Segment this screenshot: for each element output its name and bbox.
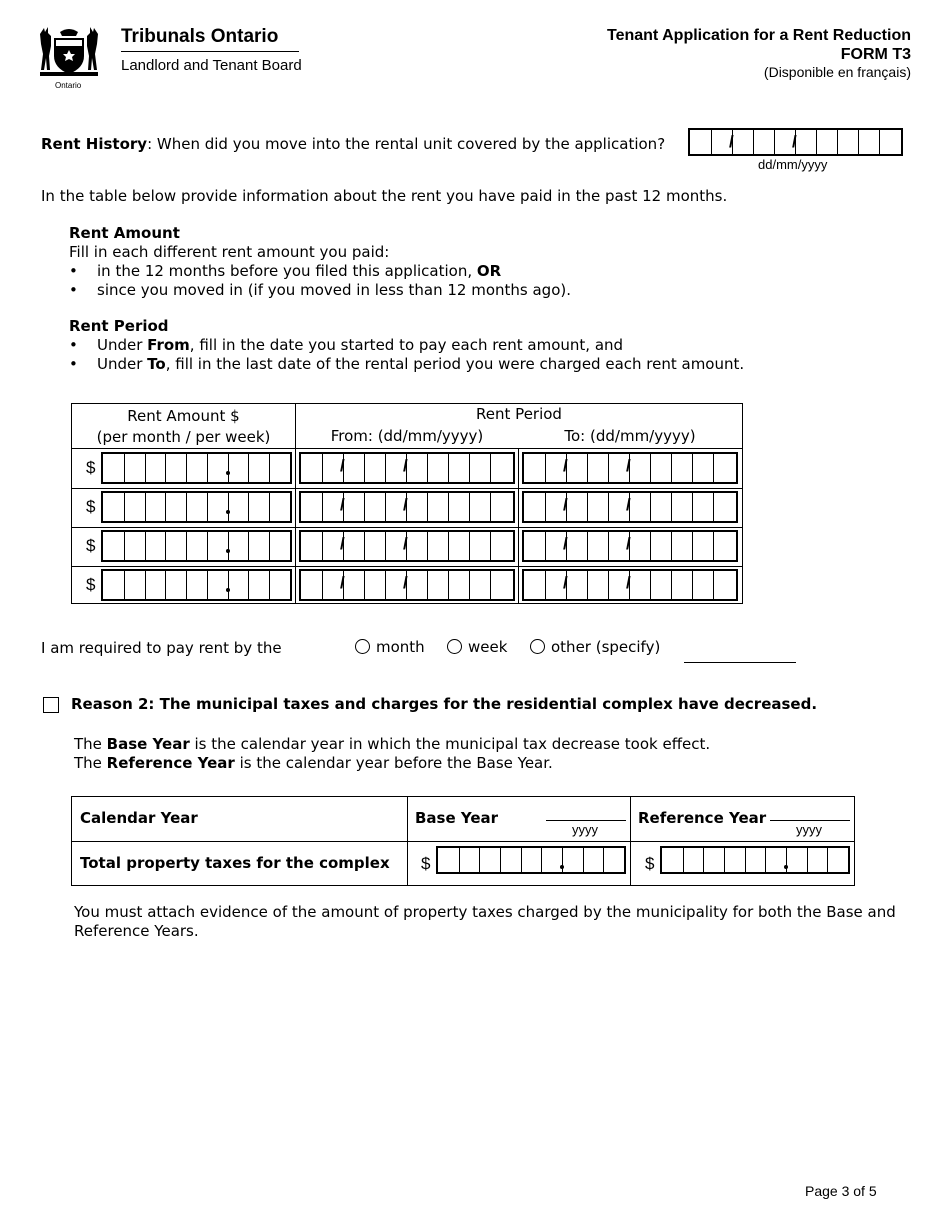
reference-year-label: Reference Year — [638, 809, 767, 827]
rent-period-to-input[interactable] — [522, 530, 738, 562]
rent-amount-currency: $ — [86, 497, 96, 516]
rent-period-bullet-2: • Under To, fill in the last date of the rental period you were charged each rent amount. — [69, 355, 745, 373]
rent-period-to-input[interactable] — [522, 452, 738, 484]
rent-amount-currency: $ — [86, 536, 96, 555]
rent-amount-column-header: Rent Amount $ (per month / per week) — [96, 407, 271, 446]
from-column-header: From: (dd/mm/yyyy) — [330, 427, 484, 445]
move-in-date-input[interactable] — [688, 128, 903, 156]
french-note: (Disponible en français) — [763, 64, 911, 80]
rent-amount-line: Fill in each different rent amount you paid: — [69, 243, 390, 261]
rent-period-bullet-1: • Under From, fill in the date you started to pay each rent amount, and — [69, 336, 624, 354]
ontario-logo-caption: Ontario — [55, 81, 82, 90]
year-definitions — [74, 735, 710, 773]
base-year-definition: The Base Year is the calendar year in which the municipal tax decrease took effect. — [74, 735, 711, 753]
rent-period-to-input[interactable] — [522, 491, 738, 523]
other-radio[interactable] — [530, 639, 545, 654]
rent-amount-currency: $ — [86, 458, 96, 477]
form-number: FORM T3 — [840, 46, 911, 63]
rent-table — [71, 403, 743, 604]
base-year-currency: $ — [421, 854, 431, 873]
page-number: Page 3 of 5 — [805, 1183, 877, 1199]
rent-period-heading: Rent Period — [69, 317, 169, 335]
pay-by-other-option[interactable]: other (specify) — [530, 638, 660, 656]
rent-amount-heading: Rent Amount — [69, 224, 180, 242]
org-divider — [121, 51, 299, 52]
reference-year-definition: The Reference Year is the calendar year before the Base Year. — [74, 754, 553, 772]
rent-history-label: Rent History — [41, 135, 148, 153]
reference-year-currency: $ — [645, 854, 655, 873]
rent-amount-instructions — [69, 224, 571, 300]
pay-by-month-option[interactable]: month — [355, 638, 425, 656]
rent-history-text: : When did you move into the rental unit covered by the application? — [147, 135, 666, 153]
rent-period-from-input[interactable] — [299, 491, 515, 523]
base-year-input[interactable] — [546, 820, 626, 821]
reference-year-taxes-input[interactable] — [660, 846, 850, 874]
reason-2-checkbox[interactable] — [43, 697, 59, 713]
base-year-format: yyyy — [572, 822, 598, 837]
form-title: Tenant Application for a Rent Reduction — [607, 27, 911, 44]
base-year-taxes-input[interactable] — [436, 846, 626, 874]
evidence-note: You must attach evidence of the amount of property taxes charged by the municipality for both the Base and Reference Years. — [74, 903, 896, 940]
property-tax-table — [71, 796, 855, 886]
reference-year-format: yyyy — [796, 822, 822, 837]
rent-history-question — [41, 135, 665, 153]
rent-period-column-header: Rent Period — [476, 405, 562, 423]
to-column-header: To: (dd/mm/yyyy) — [564, 427, 696, 445]
form-title-block — [607, 26, 911, 64]
move-in-date-format: dd/mm/yyyy — [758, 157, 828, 172]
total-property-taxes-label: Total property taxes for the complex — [80, 854, 390, 872]
org-subtitle: Landlord and Tenant Board — [121, 57, 302, 74]
calendar-year-label: Calendar Year — [80, 809, 198, 827]
intro-text: In the table below provide information about the rent you have paid in the past 12 months. — [41, 187, 728, 205]
base-year-label: Base Year — [415, 809, 499, 827]
rent-amount-input[interactable] — [101, 452, 292, 484]
rent-period-to-input[interactable] — [522, 569, 738, 601]
rent-period-instructions — [69, 317, 744, 374]
ontario-coat-of-arms-logo — [36, 26, 102, 82]
pay-by-week-option[interactable]: week — [447, 638, 507, 656]
rent-amount-currency: $ — [86, 575, 96, 594]
rent-amount-input[interactable] — [101, 569, 292, 601]
org-name: Tribunals Ontario — [121, 26, 279, 47]
reason-2-title: Reason 2: The municipal taxes and charges for the residential complex have decreased. — [71, 695, 818, 713]
rent-amount-bullet-1: • in the 12 months before you filed this application, OR — [69, 262, 502, 280]
rent-period-from-input[interactable] — [299, 452, 515, 484]
rent-amount-input[interactable] — [101, 530, 292, 562]
reference-year-input[interactable] — [770, 820, 850, 821]
week-radio[interactable] — [447, 639, 462, 654]
rent-period-from-input[interactable] — [299, 569, 515, 601]
other-specify-field[interactable] — [684, 662, 796, 663]
month-radio[interactable] — [355, 639, 370, 654]
rent-period-from-input[interactable] — [299, 530, 515, 562]
pay-by-label: I am required to pay rent by the — [41, 639, 282, 657]
rent-amount-input[interactable] — [101, 491, 292, 523]
rent-amount-bullet-2: • since you moved in (if you moved in less than 12 months ago). — [69, 281, 571, 299]
